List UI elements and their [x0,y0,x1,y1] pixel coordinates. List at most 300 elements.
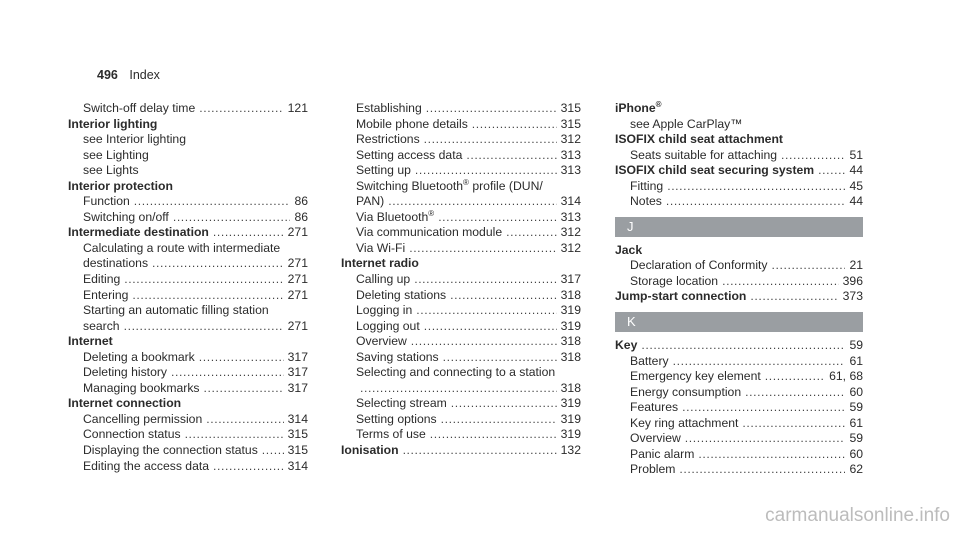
page-reference[interactable]: 314 [287,411,308,426]
index-term [83,241,280,257]
term-text: search [83,318,120,333]
page-reference[interactable]: 59 [849,431,863,446]
page-reference[interactable]: 319 [560,318,581,333]
index-subentry [615,416,863,432]
index-subentry [341,365,581,381]
page-reference[interactable]: 132 [560,443,581,458]
term-text: Interior protection [68,178,173,193]
index-subentry [68,443,308,459]
index-term [356,427,426,443]
dot-leader [426,101,557,117]
index-subentry [341,412,581,428]
page-reference[interactable]: 312 [560,225,581,240]
dot-leader [134,194,291,210]
dot-leader [466,148,556,164]
term-text: Displaying the connection status [83,443,258,458]
dot-leader [451,396,557,412]
page-reference[interactable]: 44 [849,163,863,178]
index-term [630,462,675,478]
term-text: see Apple CarPlay™ [630,116,743,131]
page-reference[interactable]: 319 [560,396,581,411]
term-text: Energy consumption [630,384,742,399]
index-subentry [615,274,863,290]
page-reference[interactable]: 271 [287,287,308,302]
dot-leader [411,334,557,350]
dot-leader [679,462,845,478]
index-term [356,179,543,195]
term-text: Editing the access data [83,458,210,473]
index-term [83,256,148,272]
dot-leader [388,194,556,210]
page-reference[interactable]: 271 [287,225,308,240]
term-text: ISOFIX child seat securing system [615,163,815,178]
index-subentry [68,288,308,304]
term-text: Terms of use [356,427,426,442]
dot-leader [199,350,284,366]
index-term [83,459,209,475]
term-text: see Interior lighting [83,132,186,147]
index-term [630,447,694,463]
index-subentry [341,303,581,319]
index-term [356,334,407,350]
page-reference[interactable]: 318 [560,380,581,395]
index-subentry [341,163,581,179]
page-header [97,68,160,82]
index-term [630,258,768,274]
term-text: Entering [83,287,129,302]
dot-leader [403,443,557,459]
index-column-1 [68,101,308,474]
term-text: Selecting and connecting to a station [356,365,556,380]
page-reference[interactable]: 312 [560,132,581,147]
index-subentry [341,148,581,164]
dot-leader [641,338,845,354]
dot-leader [698,447,845,463]
index-term [83,272,120,288]
term-text: Intermediate destination [68,225,209,240]
term-text: Establishing [356,101,422,115]
index-term [356,148,462,164]
index-column-2 [341,101,581,459]
index-heading [615,132,863,148]
index-subentry [68,412,308,428]
index-term [68,225,209,241]
index-subentry [615,148,863,164]
dot-leader [722,274,839,290]
term-text: destinations [83,256,149,271]
index-subentry [341,427,581,443]
index-subentry [68,241,308,257]
index-subentry [615,431,863,447]
index-term [630,194,662,210]
page-reference[interactable]: 59 [849,400,863,415]
dot-leader [152,256,284,272]
dot-leader [173,210,291,226]
term-text: Internet [68,334,113,349]
index-term [630,117,742,133]
page-reference[interactable]: 396 [842,273,863,288]
dot-leader [818,163,845,179]
term-text: Calling up [356,272,411,287]
index-heading [615,289,863,305]
term-text: Overview [630,431,681,446]
index-term [356,272,410,288]
dot-leader [772,258,846,274]
term-text: Starting an automatic filling station [83,303,269,318]
page-reference[interactable]: 315 [287,443,308,458]
term-text: Declaration of Conformity [630,258,768,273]
page-reference[interactable]: 61, 68 [829,369,863,384]
page-reference[interactable]: 44 [849,194,863,209]
page-reference[interactable]: 271 [287,272,308,287]
page-reference[interactable]: 315 [287,427,308,442]
page-reference[interactable]: 314 [560,194,581,209]
term-text: Setting options [356,411,437,426]
index-term [341,443,399,459]
index-term [630,369,761,385]
index-subentry [341,241,581,257]
page-reference[interactable]: 45 [849,178,863,193]
index-term [356,194,384,210]
page-reference[interactable]: 318 [560,349,581,364]
page-reference[interactable]: 317 [287,365,308,380]
index-term [68,179,173,195]
index-heading [341,256,581,272]
page-reference[interactable]: 317 [560,272,581,287]
index-term [356,365,555,381]
index-heading [615,243,863,259]
index-term [83,101,195,117]
index-subentry [615,462,863,478]
registered-mark: ® [655,99,662,109]
index-subentry [68,256,308,272]
dot-leader [124,319,284,335]
index-term [83,319,120,335]
index-subentry [68,101,308,117]
index-heading [68,225,308,241]
term-text: Setting access data [356,147,463,162]
page-reference[interactable]: 61 [849,415,863,430]
index-subentry [615,369,863,385]
term-text: Problem [630,462,676,477]
term-text: Deleting history [83,365,167,380]
term-text-continued: profile (DUN/ [468,178,543,193]
page-reference[interactable]: 86 [294,194,308,209]
index-subentry [341,225,581,241]
term-text: Deleting stations [356,287,447,302]
index-term [615,338,637,354]
index-subentry [68,427,308,443]
page-reference[interactable]: 271 [287,256,308,271]
index-subentry [341,179,581,195]
dot-leader [213,225,284,241]
index-term [630,385,741,401]
index-heading [68,396,308,412]
page-reference[interactable]: 21 [849,258,863,273]
page-reference[interactable]: 318 [560,287,581,302]
registered-mark: ® [463,177,469,187]
page-reference[interactable]: 59 [849,338,863,353]
index-term [83,365,167,381]
index-term [630,274,718,290]
term-text: Features [630,400,679,415]
index-heading [68,179,308,195]
term-text: ISOFIX child seat attachment [615,132,783,147]
index-term [356,319,420,335]
index-subentry [68,319,308,335]
index-subentry [615,258,863,274]
dot-leader [745,385,845,401]
index-subentry [68,148,308,164]
index-subentry [341,350,581,366]
index-term [356,241,405,257]
dot-leader [424,319,557,335]
index-term [68,117,157,133]
index-term [356,132,420,148]
index-term [83,443,258,459]
page-reference[interactable]: 317 [287,380,308,395]
index-subentry [615,385,863,401]
index-term [630,148,777,164]
page-reference[interactable]: 313 [560,209,581,224]
page-reference[interactable]: 313 [560,147,581,162]
index-term [83,412,202,428]
page-number: 496 [97,68,118,82]
dot-leader [415,163,557,179]
dot-leader [441,412,557,428]
term-text: Calculating a route with intermediate [83,240,281,255]
index-subentry [68,459,308,475]
page-reference[interactable]: 373 [842,289,863,304]
index-term [356,288,446,304]
page-reference[interactable]: 62 [849,462,863,477]
page-reference[interactable]: 319 [560,303,581,318]
index-subentry [341,101,581,117]
page-reference[interactable]: 51 [849,147,863,162]
index-heading [68,334,308,350]
index-term [83,303,269,319]
term-text: Setting up [356,163,411,178]
term-text: Via communication module [356,225,503,240]
term-text: Switch-off delay time [83,101,196,115]
term-text: Battery [630,353,669,368]
index-subentry [341,132,581,148]
index-subentry [341,334,581,350]
page-reference[interactable]: 319 [560,411,581,426]
dot-leader [124,272,283,288]
page-reference[interactable]: 318 [560,334,581,349]
index-term [83,194,130,210]
page-reference[interactable]: 312 [560,240,581,255]
term-text: Jump-start connection [615,289,747,304]
index-heading [615,163,863,179]
index-term [68,334,113,350]
term-text: iPhone [615,101,656,115]
index-term [356,101,422,117]
term-text: Seats suitable for attaching [630,147,778,162]
page-reference[interactable]: 271 [287,318,308,333]
dot-leader [185,427,284,443]
page-reference[interactable]: 319 [560,427,581,442]
index-term [83,163,139,179]
index-term [630,400,678,416]
page-reference[interactable]: 121 [287,101,308,115]
term-text: Jack [615,242,643,257]
index-subentry [68,210,308,226]
term-text: Logging in [356,303,413,318]
index-subentry [341,381,581,397]
index-subentry [341,194,581,210]
index-term [615,132,783,148]
dot-leader [438,210,556,226]
dot-leader [213,459,284,475]
dot-leader [262,443,284,459]
term-text: Selecting stream [356,396,447,411]
section-title: Index [129,68,160,82]
index-subentry [341,117,581,133]
index-term [630,179,663,195]
index-subentry [68,194,308,210]
index-term [630,431,681,447]
term-text: Function [83,194,130,209]
index-subentry [615,354,863,370]
term-text: Editing [83,272,121,287]
page-reference[interactable]: 314 [287,458,308,473]
dot-leader [443,350,557,366]
index-term [83,427,181,443]
index-term [615,243,642,259]
term-text: Cancelling permission [83,411,203,426]
term-text: Deleting a bookmark [83,349,195,364]
term-text: Restrictions [356,132,420,147]
index-term [83,148,149,164]
dot-leader [667,179,845,195]
index-term [615,289,746,305]
index-term [356,350,439,366]
index-letter-divider: K [615,312,863,332]
dot-leader [416,303,556,319]
term-text: Panic alarm [630,446,695,461]
dot-leader [742,416,845,432]
index-subentry [68,272,308,288]
dot-leader [765,369,825,385]
index-term [615,163,814,179]
index-term [83,210,169,226]
index-term [356,117,468,133]
dot-leader [132,288,283,304]
index-column-3 [615,101,863,478]
index-term [341,256,419,272]
term-text: Overview [356,334,407,349]
index-term [356,412,437,428]
page-reference[interactable]: 60 [849,446,863,461]
page-reference[interactable]: 315 [560,116,581,131]
term-text: Connection status [83,427,181,442]
index-subentry [341,288,581,304]
term-text: Switching on/off [83,209,169,224]
dot-leader [685,431,846,447]
index-subentry [68,381,308,397]
index-heading [341,443,581,459]
index-subentry [615,194,863,210]
dot-leader [450,288,557,304]
dot-leader [171,365,284,381]
dot-leader [409,241,556,257]
index-subentry [341,210,581,226]
dot-leader [506,225,557,241]
dot-leader [472,117,557,133]
term-text: Switching Bluetooth [356,178,464,193]
index-heading [615,338,863,354]
index-subentry [341,319,581,335]
term-text: Mobile phone details [356,116,468,131]
dot-leader [360,381,557,397]
term-text: Via Wi-Fi [356,240,406,255]
index-term [615,101,662,117]
index-subentry [615,447,863,463]
index-term [630,354,669,370]
term-text: Internet connection [68,396,182,411]
index-subentry [615,400,863,416]
dot-leader [414,272,556,288]
dot-leader [781,148,845,164]
term-text: Interior lighting [68,116,158,131]
index-subentry [341,272,581,288]
term-text: Logging out [356,318,420,333]
index-term [356,225,502,241]
term-text: see Lights [83,163,139,178]
index-subentry [68,365,308,381]
watermark: carmanualsonline.info [765,505,950,526]
index-term [83,350,195,366]
dot-leader [673,354,846,370]
page-reference[interactable]: 313 [560,163,581,178]
index-term [356,396,447,412]
index-heading [615,101,863,117]
index-letter-divider: J [615,217,863,237]
index-term [356,303,412,319]
index-subentry [68,163,308,179]
index-subentry [615,179,863,195]
index-subentry [341,396,581,412]
page-reference[interactable]: 61 [849,353,863,368]
index-term [630,416,738,432]
index-term [356,210,434,226]
dot-leader [424,132,557,148]
term-text: Ionisation [341,443,399,458]
registered-mark: ® [428,208,435,218]
dot-leader [199,101,283,117]
page-reference[interactable]: 86 [294,209,308,224]
term-text: Via Bluetooth [356,209,429,224]
term-text: Notes [630,194,662,209]
index-subentry [68,132,308,148]
page-reference[interactable]: 317 [287,349,308,364]
index-subentry [68,303,308,319]
page-reference[interactable]: 60 [849,384,863,399]
index-term [356,163,411,179]
term-text: PAN) [356,194,385,209]
term-text: Emergency key element [630,369,761,384]
dot-leader [206,412,283,428]
term-text: Internet radio [341,256,419,271]
index-term [83,288,128,304]
term-text: Saving stations [356,349,439,364]
index-term [83,132,186,148]
dot-leader [430,427,557,443]
dot-leader [750,289,838,305]
page-reference[interactable]: 315 [560,101,581,115]
